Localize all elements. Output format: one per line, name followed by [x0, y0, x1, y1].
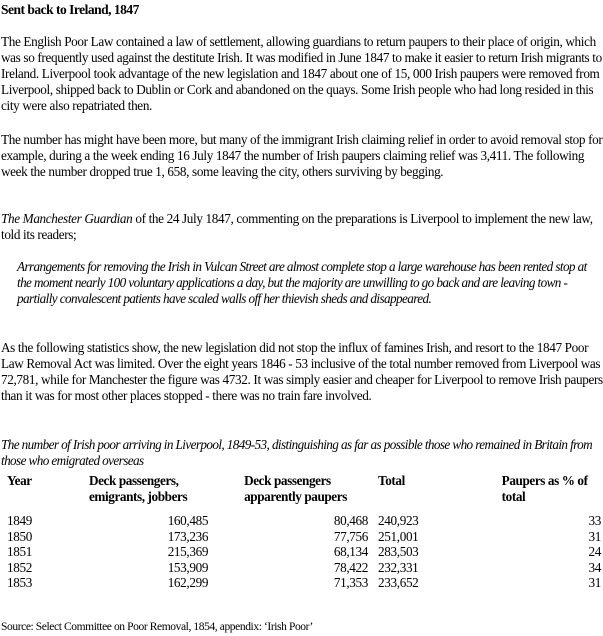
header-paupers: Deck passengers apparently paupers [244, 473, 347, 504]
paragraph-relief-numbers: The number has might have been more, but many of the immigrant Irish claiming relief in order to avoid removal stop for example, during a the week ending 16 July 1847 the number of Irish paupers claiming relief was 3,411. The following week the number dropped true 1, 658, some leaving the city, others surviving by begging. [1, 132, 603, 179]
table-row [1, 575, 601, 591]
table-source: Source: Select Committee on Poor Removal, 1854, appendix: ‘Irish Poor’ [1, 621, 313, 633]
cell-percent: 31 [588, 575, 601, 590]
cell-year: 1853 [7, 575, 32, 590]
cell-emigrants: 173,236 [167, 528, 209, 544]
cell-paupers: 68,134 [333, 544, 369, 559]
cell-year: 1851 [7, 544, 32, 559]
cell-percent: 33 [588, 513, 601, 528]
page-title: Sent back to Ireland, 1847 [1, 2, 139, 17]
table-caption: The number of Irish poor arriving in Liverpool, 1849-53, distinguishing as far as possible those who remained in Britain from those who emigrated overseas [1, 437, 593, 468]
statistics-table [1, 473, 601, 591]
cell-emigrants: 153,909 [167, 559, 209, 575]
table-row [1, 529, 601, 545]
table-header-row [1, 473, 601, 513]
cell-percent: 31 [588, 528, 601, 544]
table-row [1, 544, 601, 560]
cell-year: 1850 [7, 528, 32, 544]
cell-total: 283,503 [378, 544, 419, 559]
cell-total: 240,923 [378, 513, 419, 528]
block-quote: Arrangements for removing the Irish in Vulcan Street are almost complete stop a large warehouse has been rented stop at the moment nearly 100 voluntary applications a day, but the majority are unwilling to go back and are leaving town - partially convalescent patients have scaled walls off her thievish sheds and disappeared. [17, 259, 587, 306]
paragraph-poor-law: The English Poor Law contained a law of settlement, allowing guardians to return paupers to their place of origin, which was so frequently used against the destitute Irish. It was modified in June 1847 to make it easier to return Irish migrants to Ireland. Liverpool took advantage of the new legislation and 1847 about one of 15, 000 Irish paupers were removed from Liverpool, shipped back to Dublin or Cork and abandoned on the quays. Some Irish people who had long resided in this city were also repatriated then. [1, 34, 602, 113]
header-total: Total [378, 473, 405, 488]
cell-year: 1852 [7, 559, 32, 575]
paragraph-statistics: As the following statistics show, the new legislation did not stop the influx of famines Irish, and resort to the 1847 Poor Law Removal Act was limited. Over the eight years 1846 - 53 inclusive of the total number removed from Liverpool was 72,781, while for Manchester the figure was 4732. It was simply easier and cheaper for Liverpool to remove Irish paupers than it was for most other places stopped - there was no train fare involved. [1, 340, 603, 403]
cell-paupers: 80,468 [333, 513, 369, 528]
cell-emigrants: 160,485 [167, 513, 209, 528]
cell-total: 251,001 [378, 528, 419, 544]
paragraph-text: of the 24 July 1847, commenting on the preparations is Liverpool to implement the new law, told its readers; [1, 211, 593, 242]
publication-name: The Manchester Guardian [1, 211, 133, 226]
cell-total: 233,652 [378, 575, 419, 590]
cell-percent: 24 [588, 544, 601, 559]
cell-percent: 34 [588, 559, 601, 575]
table-row [1, 513, 601, 529]
cell-emigrants: 162,299 [167, 575, 209, 590]
header-year: Year [7, 473, 32, 488]
cell-paupers: 77,756 [333, 528, 369, 544]
cell-total: 232,331 [378, 559, 419, 575]
cell-paupers: 71,353 [333, 575, 369, 590]
cell-emigrants: 215,369 [167, 544, 209, 559]
table-row [1, 560, 601, 576]
cell-year: 1849 [7, 513, 32, 528]
header-percent: Paupers as % of total [501, 473, 588, 504]
cell-paupers: 78,422 [333, 559, 369, 575]
paragraph-manchester-guardian [1, 211, 603, 243]
header-emigrants: Deck passengers, emigrants, jobbers [88, 473, 188, 504]
